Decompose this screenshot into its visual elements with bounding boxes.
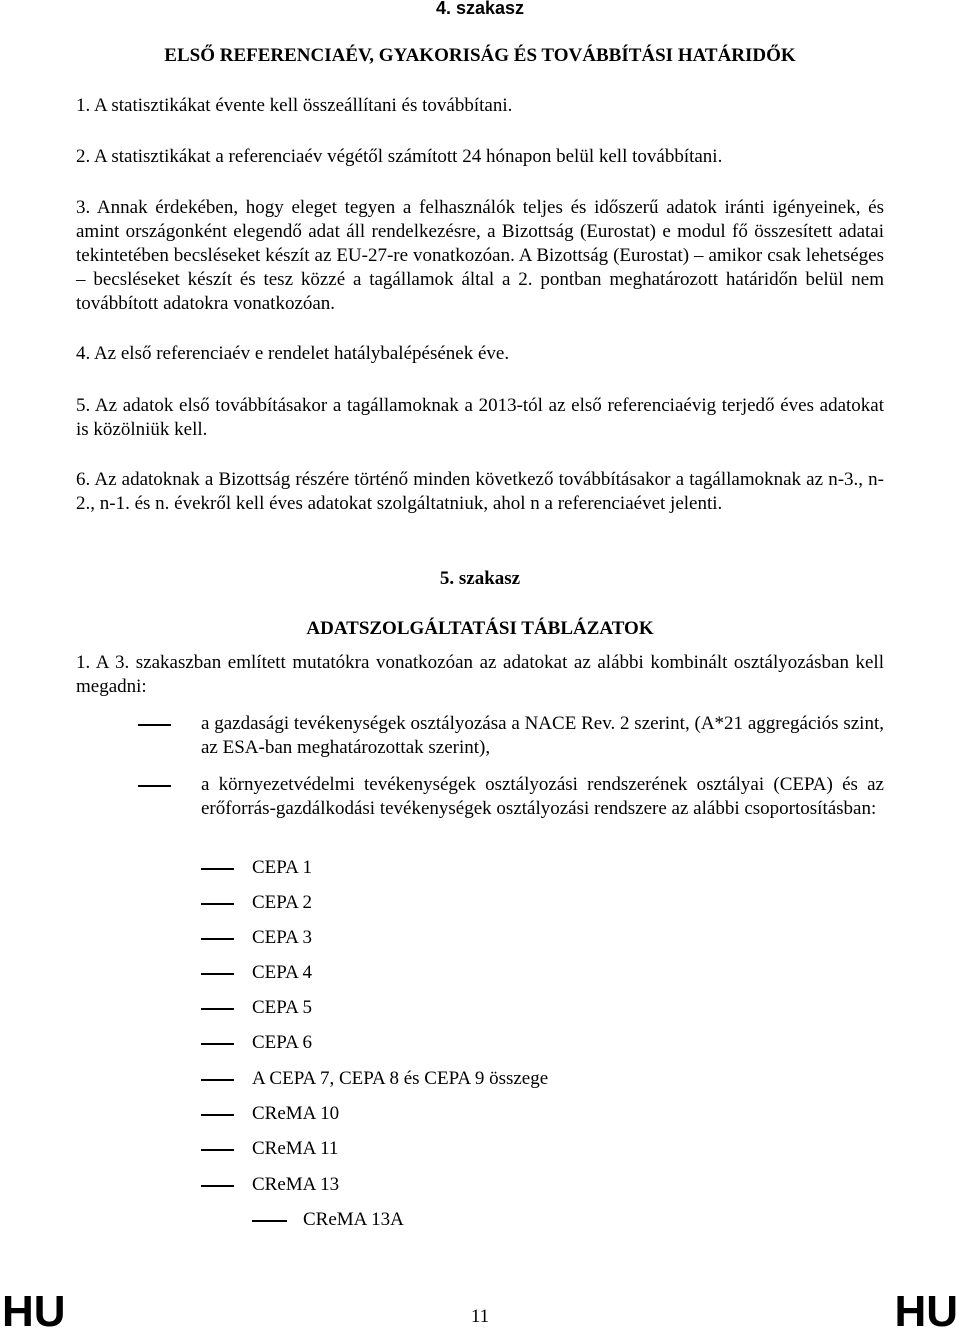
dash-sub-item [201,973,234,975]
paragraph-4: 4. Az első referenciaév e rendelet hatálybalépésének éve. [76,343,510,364]
sub-sub-item-crema-13a: CReMA 13A [303,1209,404,1230]
section-5-paragraph-1: 1. A 3. szakaszban említett mutatókra vonatkozóan az adatokat az alábbi kombinált osztályozásban kell megadni: [76,652,884,697]
sub-item-cepa-2: CEPA 2 [252,892,313,913]
dash-sub-item [201,1043,234,1045]
paragraph-5: 5. Az adatok első továbbításakor a tagállamoknak a 2013-tól az első referenciaévig terjedő éves adatokat is közölniük kell. [76,395,884,440]
sub-item-crema-13: CReMA 13 [252,1174,340,1195]
section-4-heading: 4. szakasz [435,0,525,18]
paragraph-1: 1. A statisztikákat évente kell összeállítani és továbbítani. [76,95,513,116]
dash-bullet-2 [138,785,171,787]
bullet-item-cepa: a környezetvédelmi tevékenységek osztályozási rendszerének osztályai (CEPA) és az erőforrás-gazdálkodási tevékenységek osztályozási rendszere az alábbi csoportosításban: [201,774,884,819]
sub-item-cepa-6: CEPA 6 [252,1032,313,1053]
dash-sub-item [201,1149,234,1151]
dash-sub-item [201,938,234,940]
bullet-item-nace: a gazdasági tevékenységek osztályozása a NACE Rev. 2 szerint, (A*21 aggregációs szint, az ESA-ban meghatározottak szerint), [201,713,884,758]
paragraph-2: 2. A statisztikákat a referenciaév végétől számított 24 hónapon belül kell továbbítani. [76,146,723,167]
sub-item-cepa-5: CEPA 5 [252,997,313,1018]
dash-sub-item [201,903,234,905]
dash-sub-sub-item [252,1220,287,1222]
footer-language-right: HU [894,1287,958,1336]
sub-item-cepa-1: CEPA 1 [252,857,313,878]
sub-item-cepa-3: CEPA 3 [252,927,313,948]
paragraph-3: 3. Annak érdekében, hogy eleget tegyen a felhasználók teljes és időszerű adatok iránti igényeinek, és amint országonként elegendő adat áll rendelkezésre, a Bizottság (Eurostat) e modul fő összesített adatai tekintetében becsléseket készít az EU-27-re vonatkozóan. A Bizottság (Eurostat) – amikor csak lehetséges – becsléseket készít és tesz közzé a tagállamok által a 2. pontban meghatározott határidőn belül nem továbbított adatokra vonatkozóan. [76,197,884,314]
sub-item-crema-11: CReMA 11 [252,1138,339,1159]
dash-bullet-1 [138,724,171,726]
dash-sub-item [201,1079,234,1081]
section-4-title: ELSŐ REFERENCIAÉV, GYAKORISÁG ÉS TOVÁBBÍTÁSI HATÁRIDŐK [164,45,796,66]
page-number: 11 [470,1306,490,1327]
section-5-heading: 5. szakasz [439,568,521,589]
sub-item-cepa-7-8-9: A CEPA 7, CEPA 8 és CEPA 9 összege [252,1068,549,1089]
sub-item-cepa-4: CEPA 4 [252,962,313,983]
dash-sub-item [201,868,234,870]
footer-language-left: HU [2,1287,66,1336]
section-5-title: ADATSZOLGÁLTATÁSI TÁBLÁZATOK [306,618,654,639]
dash-sub-item [201,1185,234,1187]
dash-sub-item [201,1008,234,1010]
sub-item-crema-10: CReMA 10 [252,1103,340,1124]
dash-sub-item [201,1114,234,1116]
paragraph-6: 6. Az adatoknak a Bizottság részére történő minden következő továbbításakor a tagállamoknak az n-3., n-2., n-1. és n. évekről kell éves adatokat szolgáltatniuk, ahol n a referenciaévet jelenti. [76,469,884,514]
